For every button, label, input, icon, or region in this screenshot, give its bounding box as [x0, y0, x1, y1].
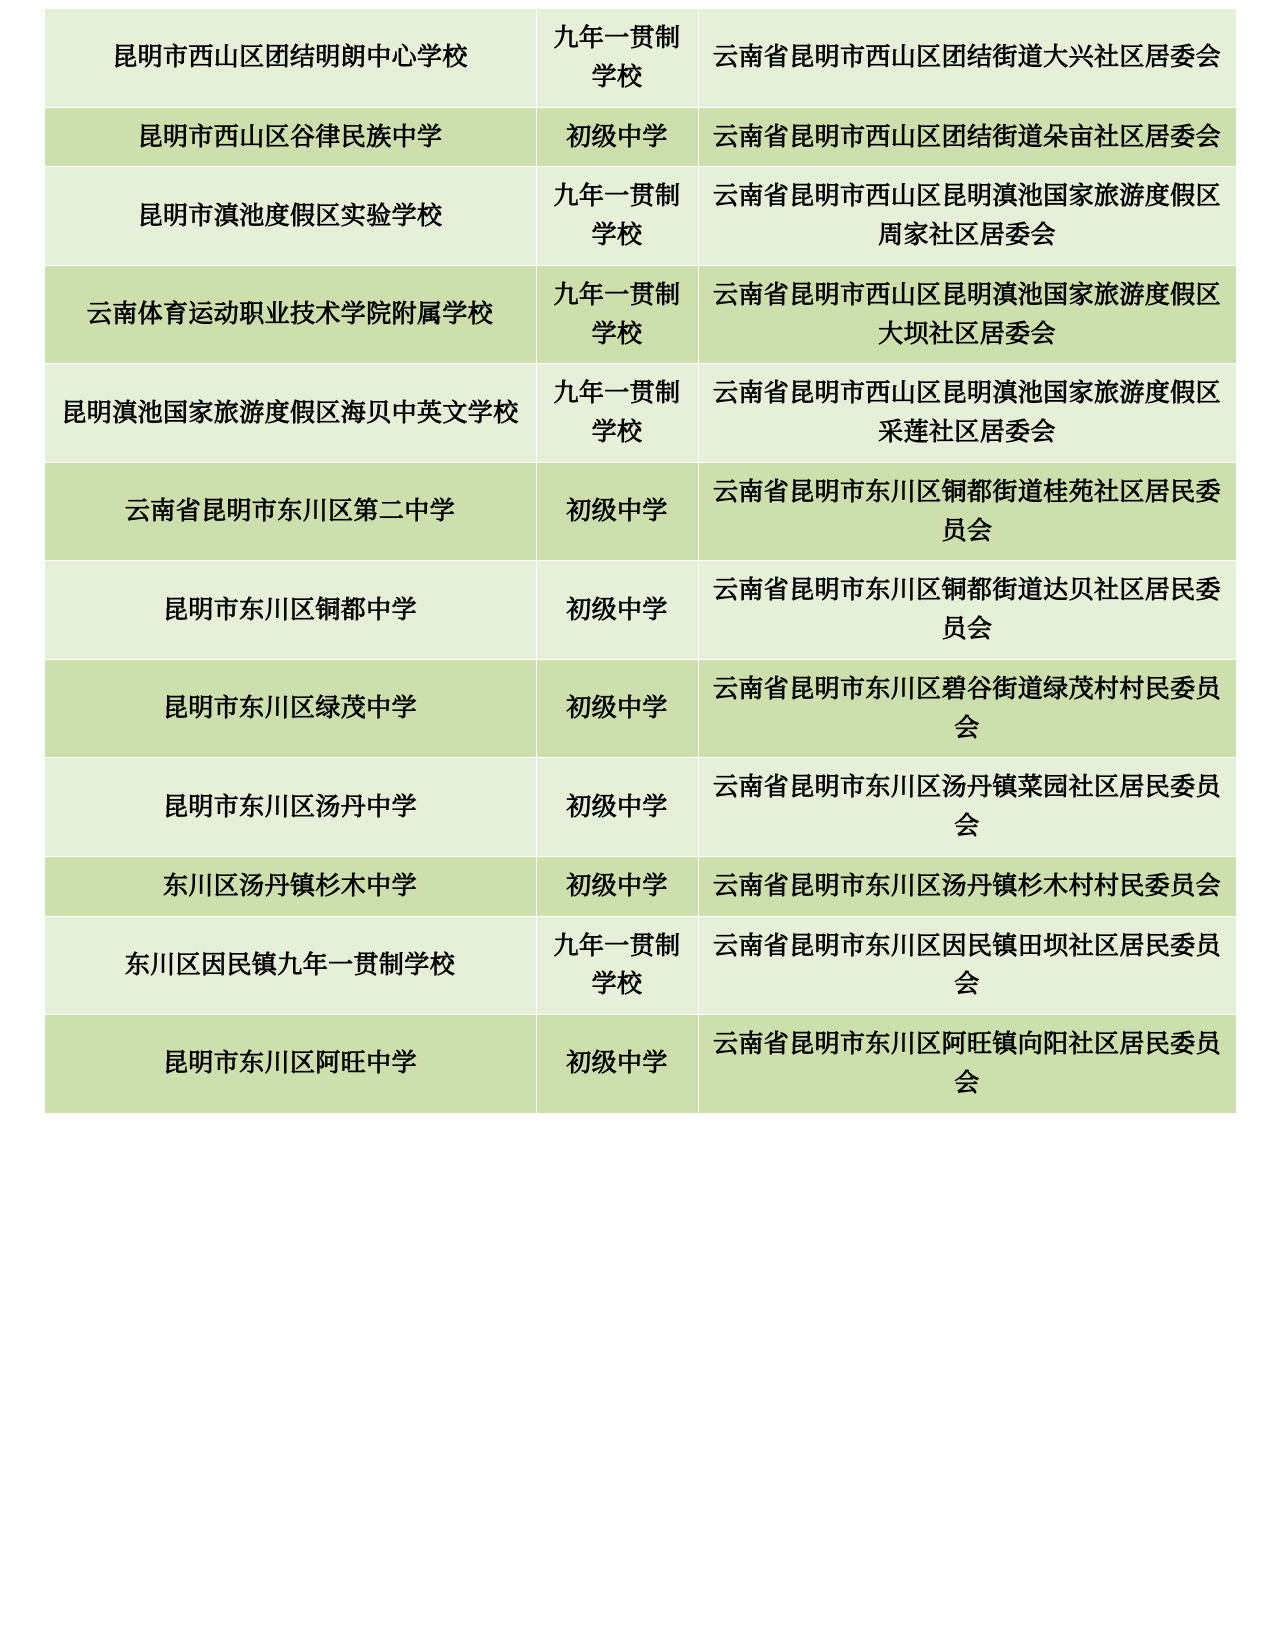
table-row: [44, 462, 1236, 561]
cell-school-type: 初级中学: [536, 107, 698, 167]
cell-school-name: 昆明市滇池度假区实验学校: [44, 167, 536, 266]
cell-school-type: 初级中学: [536, 758, 698, 857]
cell-school-address: 云南省昆明市西山区昆明滇池国家旅游度假区周家社区居委会: [698, 167, 1236, 266]
table-row: [44, 107, 1236, 167]
cell-school-type: 九年一贯制学校: [536, 9, 698, 108]
table-row: [44, 856, 1236, 916]
cell-school-address: 云南省昆明市西山区团结街道大兴社区居委会: [698, 9, 1236, 108]
cell-school-type: 初级中学: [536, 1015, 698, 1114]
cell-school-address: 云南省昆明市西山区昆明滇池国家旅游度假区采莲社区居委会: [698, 364, 1236, 463]
cell-school-name: 昆明滇池国家旅游度假区海贝中英文学校: [44, 364, 536, 463]
table-body: [44, 9, 1236, 1114]
cell-school-name: 昆明市东川区汤丹中学: [44, 758, 536, 857]
school-list-table: [44, 8, 1237, 1114]
table-row: [44, 758, 1236, 857]
cell-school-address: 云南省昆明市东川区阿旺镇向阳社区居民委员会: [698, 1015, 1236, 1114]
cell-school-type: 初级中学: [536, 561, 698, 660]
cell-school-name: 昆明市东川区绿茂中学: [44, 659, 536, 758]
cell-school-address: 云南省昆明市东川区铜都街道桂苑社区居民委员会: [698, 462, 1236, 561]
cell-school-address: 云南省昆明市东川区碧谷街道绿茂村村民委员会: [698, 659, 1236, 758]
cell-school-address: 云南省昆明市东川区汤丹镇杉木村村民委员会: [698, 856, 1236, 916]
cell-school-address: 云南省昆明市西山区昆明滇池国家旅游度假区大坝社区居委会: [698, 265, 1236, 364]
cell-school-type: 九年一贯制学校: [536, 916, 698, 1015]
cell-school-type: 初级中学: [536, 659, 698, 758]
table-row: [44, 1015, 1236, 1114]
cell-school-type: 初级中学: [536, 856, 698, 916]
cell-school-name: 云南体育运动职业技术学院附属学校: [44, 265, 536, 364]
cell-school-name: 昆明市西山区团结明朗中心学校: [44, 9, 536, 108]
table-row: [44, 659, 1236, 758]
cell-school-name: 东川区因民镇九年一贯制学校: [44, 916, 536, 1015]
cell-school-type: 初级中学: [536, 462, 698, 561]
cell-school-type: 九年一贯制学校: [536, 265, 698, 364]
table-row: [44, 561, 1236, 660]
cell-school-address: 云南省昆明市东川区因民镇田坝社区居民委员会: [698, 916, 1236, 1015]
table-row: [44, 364, 1236, 463]
cell-school-type: 九年一贯制学校: [536, 364, 698, 463]
table-row: [44, 9, 1236, 108]
cell-school-address: 云南省昆明市西山区团结街道朵亩社区居委会: [698, 107, 1236, 167]
cell-school-name: 昆明市东川区铜都中学: [44, 561, 536, 660]
cell-school-type: 九年一贯制学校: [536, 167, 698, 266]
cell-school-name: 昆明市东川区阿旺中学: [44, 1015, 536, 1114]
table-row: [44, 265, 1236, 364]
cell-school-address: 云南省昆明市东川区铜都街道达贝社区居民委员会: [698, 561, 1236, 660]
cell-school-address: 云南省昆明市东川区汤丹镇菜园社区居民委员会: [698, 758, 1236, 857]
cell-school-name: 云南省昆明市东川区第二中学: [44, 462, 536, 561]
table-row: [44, 916, 1236, 1015]
cell-school-name: 东川区汤丹镇杉木中学: [44, 856, 536, 916]
cell-school-name: 昆明市西山区谷律民族中学: [44, 107, 536, 167]
table-row: [44, 167, 1236, 266]
